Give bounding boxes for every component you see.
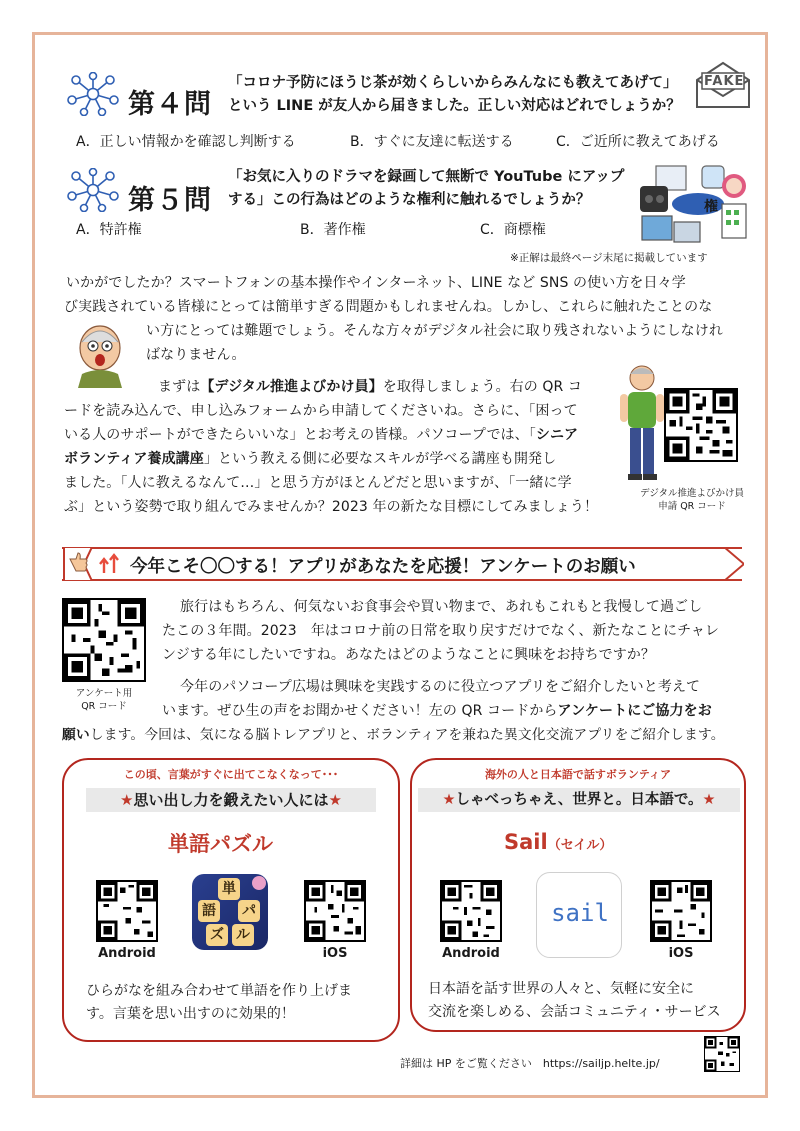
- survey-line-2: たこの３年間。2023 年はコロナ前の日常を取り戻すだけでなく、新たなことにチャレ: [162, 623, 720, 639]
- word-puzzle-desc-2: す。言葉を思い出すのに効果的！: [86, 1006, 295, 1022]
- promoter-line-2: ードを読み込んで、申し込みフォームから申請してくださいね。さらに、「困って: [64, 403, 578, 419]
- word-puzzle-android-qr[interactable]: [96, 880, 158, 942]
- survey-banner-title: 今年こそ〇〇する！アプリがあなたを応援！アンケートのお願い: [130, 557, 636, 577]
- question-4-option-a: A．正しい情報かを確認し判断する: [76, 134, 296, 150]
- flower-decoration: [252, 876, 266, 890]
- question-5-number: 第５問: [128, 185, 212, 216]
- intro-line-3: い方にとっては難題でしょう。そんな方々がデジタル社会に取り残されないようにしなけれ: [146, 323, 723, 339]
- rights-label: 権: [704, 199, 718, 215]
- sail-ios-qr[interactable]: [650, 880, 712, 942]
- word-puzzle-ios-qr[interactable]: [304, 880, 366, 942]
- survey-banner: [62, 547, 742, 581]
- promoter-qr-code[interactable]: [664, 388, 738, 462]
- intro-line-2: び実践されている皆様にとっては簡単すぎる問題かもしれませんね。しかし、これらに触れたことのな: [64, 299, 713, 315]
- promoter-line-6: ぶ」という姿勢で取り組んでみませんか？2023 年の新たな目標にしてみましょう！: [64, 499, 599, 515]
- fake-mail-icon: [694, 60, 752, 110]
- word-puzzle-desc-1: ひらがなを組み合わせて単語を作り上げま: [86, 983, 352, 999]
- thumbs-icon: [62, 547, 96, 581]
- sail-website-qr[interactable]: [704, 1036, 740, 1072]
- question-5-line-2: する」この行為はどのような権利に触れるでしょうか？: [228, 192, 591, 208]
- question-5-option-c: C．商標権: [480, 222, 546, 238]
- intro-line-4: ばなりません。: [146, 347, 246, 363]
- question-5-option-a: A．特許権: [76, 222, 142, 238]
- promoter-line-3: いる人のサポートができたらいいな」とお考えの皆様。パソコープでは、「シニア: [64, 427, 579, 443]
- sail-logo-text: sail: [551, 899, 609, 927]
- word-puzzle-tag: この頃、言葉がすぐに出てこなくなって･･･: [123, 768, 339, 781]
- survey-line-6: 願いします。今回は、気になる脳トレアプリと、ボランティアを兼ねた異文化交流アプリをご紹介します。: [62, 727, 725, 743]
- sail-app-name: Sail（セイル）: [504, 830, 613, 854]
- promoter-line-1: まずは【デジタル推進よびかけ員】を取得しましょう。右の QR コ: [158, 379, 583, 395]
- question-4-option-b: B．すぐに友達に転送する: [350, 134, 514, 150]
- survey-qr-code[interactable]: [62, 598, 146, 682]
- question-4-number: 第４問: [128, 89, 212, 120]
- question-4-line-2: という LINE が友人から届きました。正しい対応はどれでしょうか？: [228, 98, 681, 114]
- promoter-line-4: ボランティア養成講座」という教える側に必要なスキルが学べる講座も開発し: [64, 451, 557, 467]
- survey-line-4: 今年のパソコープ広場は興味を実践するのに役立つアプリをご紹介したいと考えて: [180, 679, 701, 695]
- question-5-line-1: 「お気に入りのドラマを録画して無断で YouTube にアップ: [228, 169, 625, 185]
- survey-qr-caption-2: QR コード: [81, 701, 127, 712]
- sail-app-icon[interactable]: [536, 872, 622, 958]
- sail-desc-1: 日本語を話す世界の人々と、気軽に安全に: [428, 981, 694, 997]
- fake-label: FAKE: [704, 74, 745, 89]
- word-puzzle-app-icon[interactable]: 単 語 パ ズ ル: [192, 874, 268, 950]
- sail-desc-2: 交流を楽しめる、会話コミュニティ・サービス: [428, 1004, 721, 1020]
- word-puzzle-ios-label: iOS: [322, 946, 348, 961]
- survey-qr-caption-1: アンケート用: [75, 688, 133, 699]
- sail-android-label: Android: [442, 946, 500, 961]
- banner-arrow-end: [724, 547, 744, 581]
- sail-tag: 海外の人と日本語で話すボランティア: [484, 768, 672, 781]
- promoter-qr-caption-1: デジタル推進よびかけ員: [640, 488, 744, 499]
- survey-line-5: います。ぜひ生の声をお聞かせください！左の QR コードからアンケートにご協力をお: [162, 703, 712, 719]
- promoter-line-5: ました。「人に教えるなんて…」と思う方がほとんどだと思いますが、「一緒に学: [64, 475, 572, 491]
- question-4-line-1: 「コロナ予防にほうじ茶が効くらしいからみんなにも教えてあげて」: [228, 75, 678, 91]
- word-puzzle-headline-bar: ★思い出し力を鍛えたい人には★: [86, 788, 376, 812]
- word-puzzle-android-label: Android: [98, 946, 156, 961]
- survey-line-1: 旅行はもちろん、何気ないお食事会や買い物まで、あれもこれもと我慢して過ごし: [180, 599, 703, 615]
- sail-ios-label: iOS: [668, 946, 694, 961]
- up-arrows-icon: [98, 553, 124, 577]
- answer-note: ※正解は最終ページ末尾に掲載しています: [510, 252, 708, 264]
- network-icon: [66, 168, 120, 212]
- question-5-option-b: B．著作権: [300, 222, 366, 238]
- promoter-qr-caption-2: 申請 QR コード: [658, 501, 726, 512]
- surprised-elder-illustration: [70, 322, 130, 388]
- elder-man-illustration: [618, 362, 666, 482]
- word-puzzle-app-name: 単語パズル: [168, 832, 273, 856]
- network-icon: [66, 72, 120, 116]
- survey-line-3: ンジする年にしたいですね。あなたはどのようなことに興味をお持ちですか？: [162, 647, 656, 663]
- sail-website-link[interactable]: 詳細は HP をご覧ください https://sailjp.helte.jp/: [400, 1057, 660, 1070]
- question-4-option-c: C．ご近所に教えてあげる: [556, 134, 720, 150]
- intro-line-1: いかがでしたか？スマートフォンの基本操作やインターネット、LINE など SNS の使い方を日々学: [66, 275, 686, 291]
- copyright-media-illustration: [640, 164, 750, 244]
- sail-headline-bar: ★しゃべっちゃえ、世界と。日本語で。★: [418, 788, 740, 812]
- sail-android-qr[interactable]: [440, 880, 502, 942]
